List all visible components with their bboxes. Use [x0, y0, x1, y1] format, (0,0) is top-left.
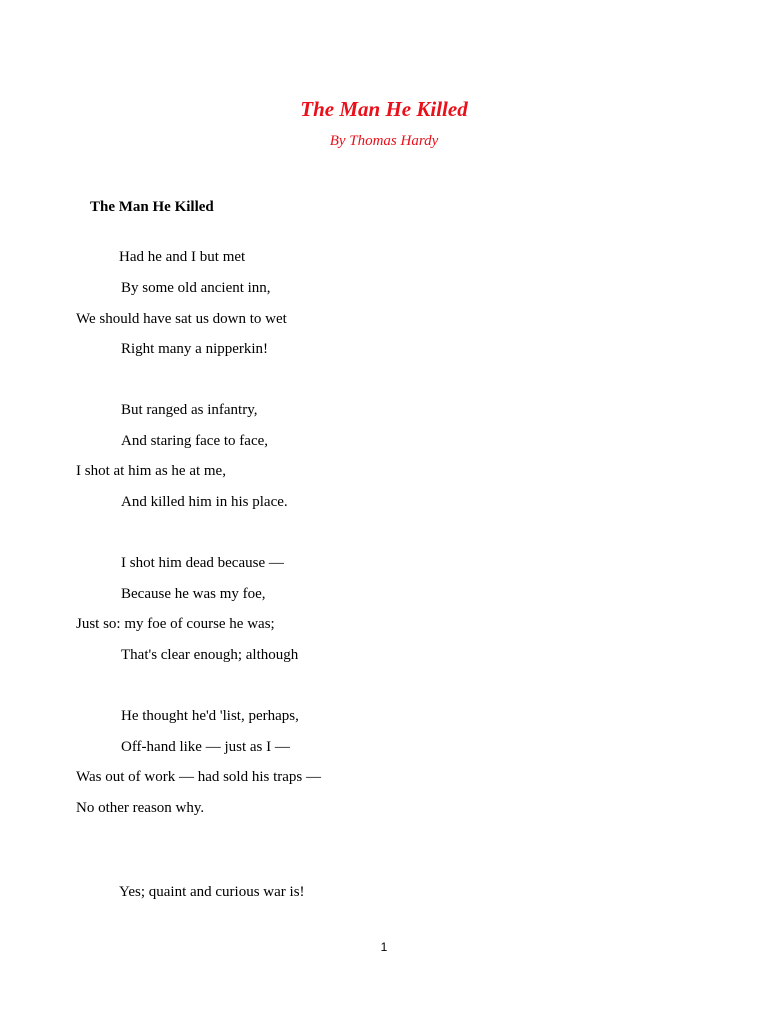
poem-line: We should have sat us down to wet [76, 311, 287, 327]
poem-heading: The Man He Killed [90, 199, 214, 215]
poem-line: Yes; quaint and curious war is! [119, 884, 305, 900]
poem-line: By some old ancient inn, [121, 280, 271, 296]
poem-line: Had he and I but met [119, 249, 246, 265]
poem-line: And killed him in his place. [121, 494, 288, 510]
poem-line: That's clear enough; although [121, 647, 299, 663]
poem-line: I shot at him as he at me, [76, 463, 226, 479]
poem-line: Right many a nipperkin! [121, 341, 269, 357]
poem-line: I shot him dead because — [121, 555, 284, 571]
poem-line: But ranged as infantry, [121, 402, 258, 418]
poem-title: The Man He Killed [300, 97, 468, 121]
poem-line: Was out of work — had sold his traps — [76, 769, 322, 785]
page-number: 1 [380, 940, 388, 954]
poem-line: And staring face to face, [121, 433, 269, 449]
poem-line: Off-hand like — just as I — [121, 739, 290, 755]
poem-line: Because he was my foe, [121, 586, 266, 602]
poem-line: Just so: my foe of course he was; [76, 616, 275, 632]
poem-byline: By Thomas Hardy [329, 133, 439, 149]
poem-line: No other reason why. [76, 800, 205, 816]
poem-line: He thought he'd 'list, perhaps, [121, 708, 299, 724]
